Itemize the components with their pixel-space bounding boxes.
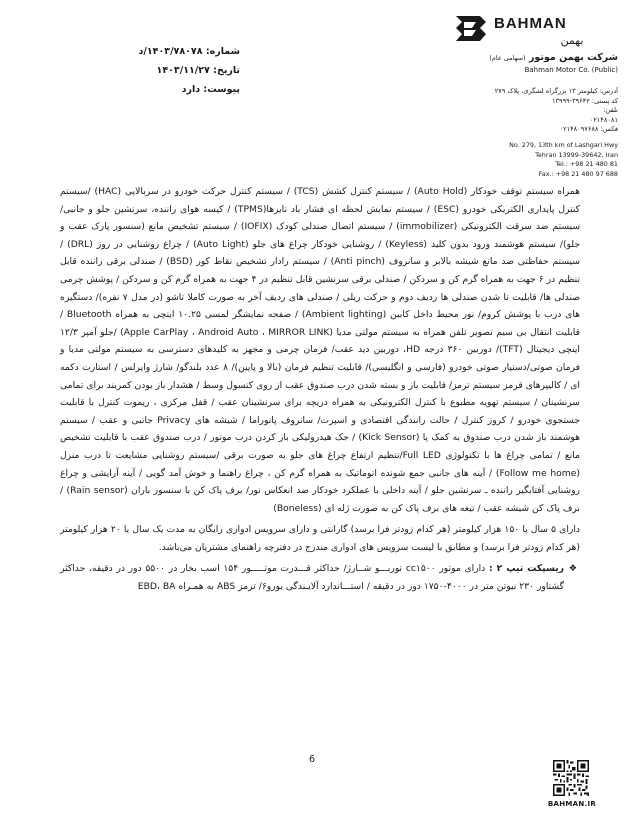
website-label: BAHMAN.IR <box>547 800 597 808</box>
warranty-paragraph: دارای ۵ سال یا ۱۵۰ هزار کیلومتر (هر کدام زودتر فرا برسد) گارانتی و دارای سرویس ادواری رایگان به مدت یک سال یا ۲۰ هزار کیلومتر (هر کدام زودتر فرا برسد) و مطابق با لیست سرویس های ادواری مندرج در دفترچه راهنمای مشتریان می‌باشد. <box>60 524 580 553</box>
phone-label: تلفن: <box>603 106 618 114</box>
address-en-line-2: Tehran 13999-39642, Iran <box>535 150 618 159</box>
address-fa: آدرس: کیلومتر ۱۳ بزرگراه لشگری، پلاک ۲۷۹ <box>494 87 618 95</box>
features-paragraph: همراه سیستم توقف خودکار (Auto Hold) / سیستم کنترل کشش (TCS) / سیستم کنترل حرکت خودرو در سربالایی (HAC) /سیستم کنترل پایداری الکتریکی خودرو (ESC) / سیستم نمایش لحظه ای فشار باد تایرها(TPMS) / کیسه هوای راننده، سرنشین جلو و جانبی/ سیستم ضد سرقت الکترونیکی (immobilizer) / سیستم اتصال صندلی کودک (IOFIX) / سیستم تشخیص مانع (سنسور پارک عقب و جلو)/ سیستم هوشمند ورود بدون کلید (Keyless) / روشنایی خودکار چراغ های جلو (Auto Light) / چراغ روشنایی در روز (DRL) / سیستم حفاظتی ضد مانع شیشه بالابر و سانروف (Anti pinch) / سیستم رادار تشخیص نقاط کور (BSD) / صندلی برقی راننده قابل تنظیم در ۶ جهت به همراه گرم کن و سردکن / صندلی برقی سرنشین قابل تنظیم در ۴ جهت به همراه گرم کن و سردکن / پوشش چرمی صندلی ها/ قابلیت تا شدن صندلی ها ردیف دوم و حرکت ریلی / صندلی های ردیف آخر به صورت کاملا تاشو (در مدل ۷ نفره)/ دستگیره های درب با پوشش کروم/ نور محیط داخل کابین (Ambient lighting) / صفحه نمایشگر لمسی ۱۰.۲۵ اینچی به همراه Bluetooth / قابلیت انتقال بی سیم تصویر تلفن همراه به سیستم مولتی مدیا (Apple CarPlay ، Android Auto ، MIRROR LINK) /جلو آمپر ۱۲/۳ اینچی دیجیتال (TFT)/ دوربین ۳۶۰ درجه HD، دوربین دید عقب/ فرمان چرمی و مجهز به کلیدهای دسترسی به سیستم مولتی مدیا و فرمان صوتی/دستیار صوتی خودرو (فارسی و انگلیسی)/ قابلیت تنظیم فرمان (بالا و پایین)/ ۸ عدد بلندگو/ شارژ وایرلس / استارت دکمه ای / کالیپرهای قرمز سیستم ترمز/ قابلیت باز و بسته شدن درب صندوق عقب از روی کنسول وسط / هشدار باز بودن کمربند برای تمامی سرنشینان / سیستم تهویه مطبوع با کنترل الکترونیکی به همراه دریچه برای سرنشینان عقب / قفل مرکزی ، ریموت کنترل با قابلیت جستجوی خودرو / کروز کنترل / حالت رانندگی اقتصادی و اسپرت/ سانروف پانوراما / شیشه های Privacy جانبی و عقب / سیستم هوشمند باز شدن درب صندوق به کمک پا (Kick Sensor) / جک هیدرولیکی باز کردن درب موتور / درب صندوق عقب با قابلیت تشخیص مانع / تمامی چراغ ها با تکنولوژی Full LED/تنظیم ارتفاع چراغ های جلو به صورت برقی /سیستم روشنایی مشایعت تا درب منزل (Follow me home) / آینه های جانبی جمع شونده اتوماتیک به همراه گرم کن ، چراغ راهنما و خوش آمد گویی / آینه آرایشی و چراغ روشنایی آفتابگیر راننده ـ سرنشین جلو / آینه داخلی با عملکرد خودکار ضد انعکاس نور/ برف پاک کن با سنسور باران (Rain sensor) / برف پاک کن شیشه عقب / تیغه های برف پاک کن به صورت ژله ای (Boneless) <box>60 186 581 514</box>
letter-attachment-value: دارد <box>181 84 201 95</box>
letter-attachment-label: پیوست: <box>203 84 240 95</box>
company-name-fa-row <box>440 52 618 63</box>
letter-number-label: شماره: <box>205 46 240 57</box>
spec-item <box>60 560 580 595</box>
address-en-line-1: No. 279, 13th km of Lashgari Hwy <box>509 141 618 149</box>
qr-code-icon <box>553 760 589 796</box>
postal-code-fa: کد پستی: ۳۹۶۴۲-۱۳۹۹۹ <box>551 96 618 105</box>
diamond-bullet-icon: ❖ <box>568 563 577 575</box>
logo-text-fa: بهمن <box>560 34 584 47</box>
letter-body <box>60 183 580 596</box>
letter-date-label: تاریخ: <box>213 65 240 76</box>
page-number: 6 <box>309 754 316 765</box>
company-block <box>440 52 618 74</box>
spec-item-text: دارای موتور cc۱۵۰۰ توربـــو شــارژ/ حداکثر قـــدرت موتـــــور ۱۵۴ اسب بخار در ۵۵۰۰ دور در دقیقه، حداکثر گشتاور ۲۳۰ نیوتن متر در ۴۰۰۰-۱۷۵۰ دور در دقیقه / استـــاندارد آلایـندگی یورو۶/ ترمز ABS به همـراه EBD، BA <box>60 563 564 593</box>
contact-fa <box>486 87 618 135</box>
phone-value: ۰۲۱۴۸۰۸۱ <box>589 115 618 124</box>
letter-attachment-row <box>118 80 240 99</box>
letter-meta <box>118 42 240 99</box>
letter-number-value: ۱۴۰۳/۷۸۰۷۸/د <box>138 46 203 57</box>
letter-number-row <box>118 42 240 61</box>
tel-en: Tel.: +98 21 480 81 <box>555 160 618 168</box>
logo-text-en: BAHMAN <box>494 15 567 32</box>
letter-date-value: ۱۴۰۳/۱۱/۲۷ <box>156 65 210 76</box>
bahman-logo <box>452 8 602 52</box>
fax-en: Fax.: +98 21 480 97 688 <box>538 169 618 178</box>
spec-item-label: ریسپکت تیپ ۲ : <box>488 563 565 575</box>
phone-value-row <box>486 116 618 126</box>
fax-value: ۰۲۱۴۸۰۹۷۶۸۸ <box>559 125 599 133</box>
letter-date-row <box>118 61 240 80</box>
fax-label: فکس: <box>600 125 618 133</box>
phone-row <box>486 106 618 116</box>
company-name-fa: شرکت بهمن موتور <box>528 52 618 63</box>
company-name-fa-suffix: (سهامی عام) <box>489 54 526 62</box>
company-name-en: Bahman Motor Co. (Public) <box>524 66 618 74</box>
fax-row <box>486 125 618 135</box>
contact-en <box>500 141 618 179</box>
bahman-emblem-icon <box>456 16 486 41</box>
